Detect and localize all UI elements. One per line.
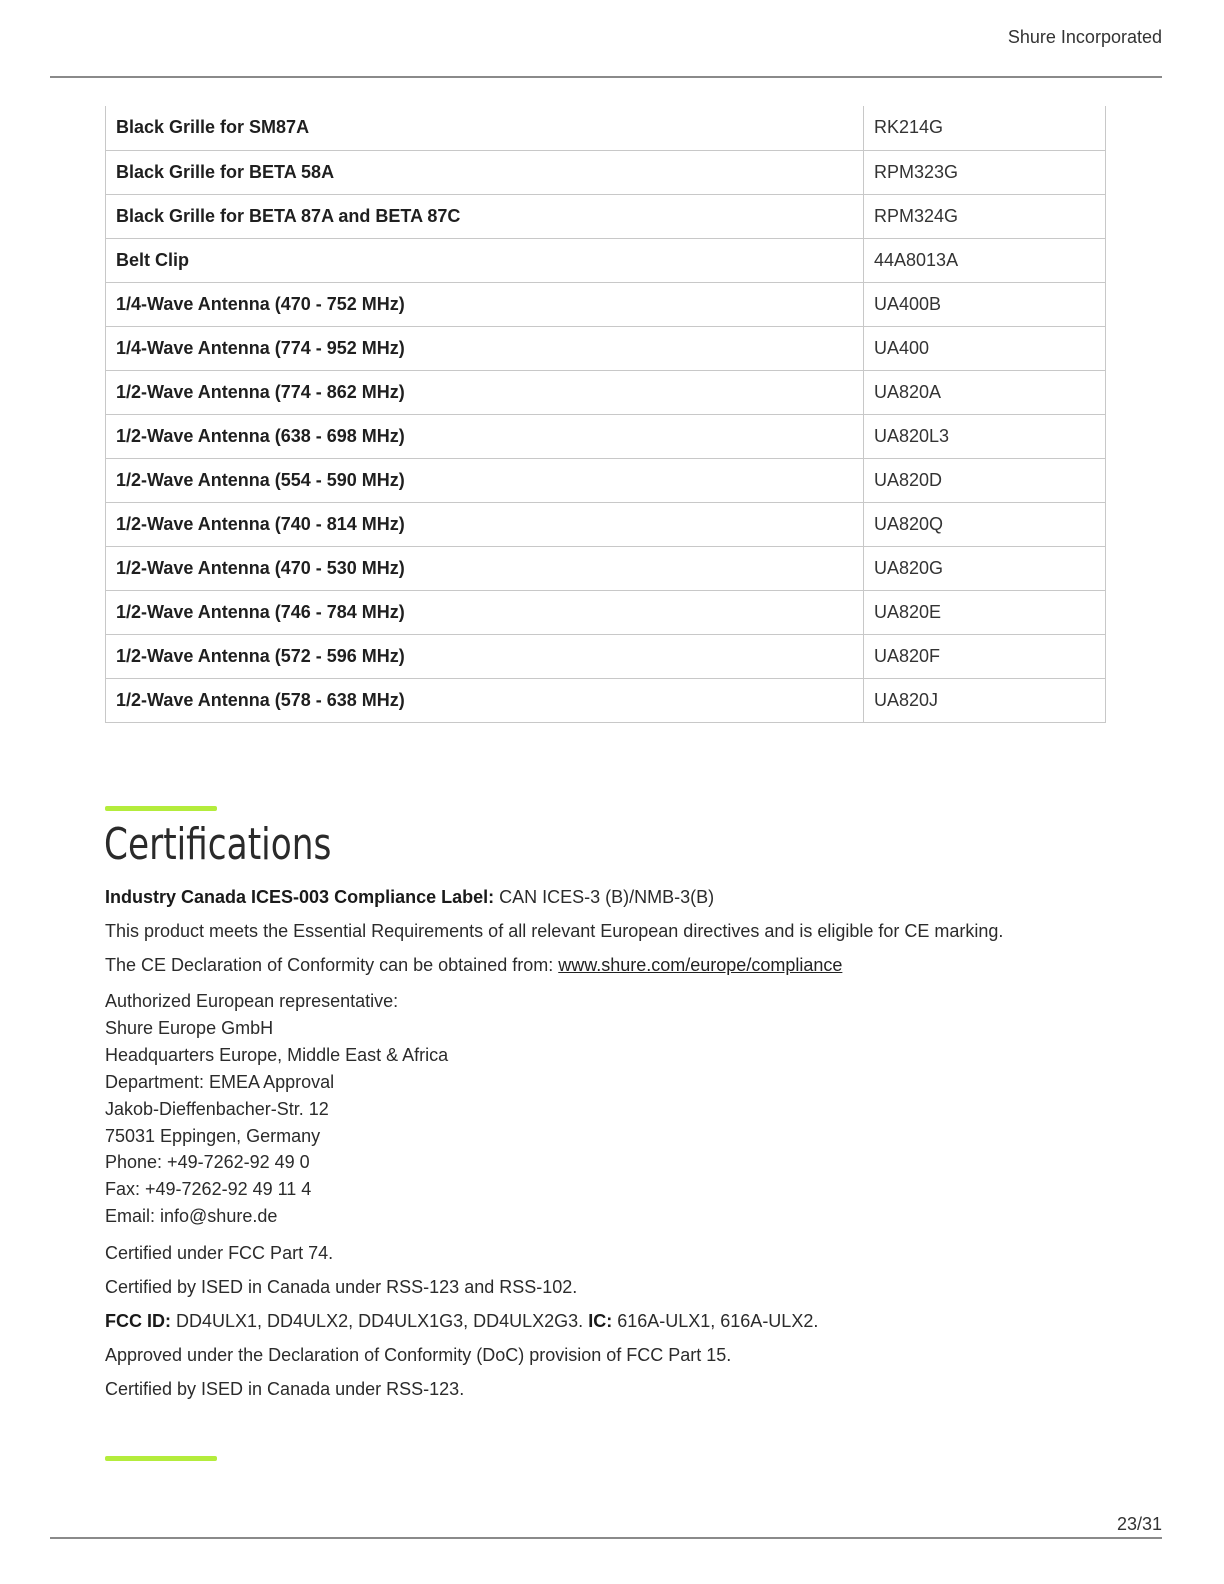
table-row (106, 502, 1106, 546)
fcc-id-value: DD4ULX1, DD4ULX2, DD4ULX1G3, DD4ULX2G3. (176, 1311, 584, 1332)
part-code: UA820J (864, 678, 1106, 722)
address-line: Fax: +49-7262-92 49 11 4 (105, 1179, 312, 1200)
ised-rss123-statement: Certified by ISED in Canada under RSS-123. (105, 1379, 465, 1400)
part-name: Black Grille for BETA 87A and BETA 87C (106, 194, 864, 238)
part-name: 1/4-Wave Antenna (470 - 752 MHz) (106, 282, 864, 326)
table-row (106, 238, 1106, 282)
ce-declaration-line (105, 954, 1155, 976)
table-row (106, 634, 1106, 678)
footer-divider (50, 1537, 1162, 1539)
table-row (106, 370, 1106, 414)
table-row (106, 590, 1106, 634)
doc-part15-statement: Approved under the Declaration of Conformity (DoC) provision of FCC Part 15. (105, 1345, 732, 1366)
table-row (106, 106, 1106, 150)
ices-value: CAN ICES-3 (B)/NMB-3(B) (499, 887, 715, 907)
address-line: Email: info@shure.de (105, 1206, 278, 1227)
fcc-part74-statement: Certified under FCC Part 74. (105, 1243, 334, 1264)
table-row (106, 194, 1106, 238)
address-line: Authorized European representative: (105, 991, 399, 1011)
part-code: UA820E (864, 590, 1106, 634)
table-row (106, 678, 1106, 722)
part-name: 1/2-Wave Antenna (554 - 590 MHz) (106, 458, 864, 502)
part-code: UA820D (864, 458, 1106, 502)
certifications-heading: Certifications (104, 819, 332, 870)
ce-statement: This product meets the Essential Requirements of all relevant European directives and is eligible for CE marking. (105, 921, 1004, 941)
ices-label: Industry Canada ICES-003 Compliance Label: (105, 887, 495, 907)
address-line: Shure Europe GmbH (105, 1017, 274, 1038)
table-row (106, 414, 1106, 458)
part-name: 1/2-Wave Antenna (638 - 698 MHz) (106, 414, 864, 458)
replacement-parts-table (105, 106, 1106, 723)
part-name: 1/4-Wave Antenna (774 - 952 MHz) (106, 326, 864, 370)
ices-compliance-line (105, 886, 1155, 908)
address-line: 75031 Eppingen, Germany (105, 1125, 321, 1146)
part-code: RK214G (864, 106, 1106, 150)
section-accent-bar (105, 806, 217, 811)
page-number: 23/31 (1116, 1514, 1162, 1534)
header-company-name: Shure Incorporated (1007, 27, 1162, 47)
part-code: UA820F (864, 634, 1106, 678)
part-code: UA400 (864, 326, 1106, 370)
part-name: 1/2-Wave Antenna (470 - 530 MHz) (106, 546, 864, 590)
part-name: 1/2-Wave Antenna (746 - 784 MHz) (106, 590, 864, 634)
authorized-representative-address (105, 988, 1155, 1230)
fcc-ic-id-line (105, 1310, 1155, 1332)
part-name: Black Grille for BETA 58A (106, 150, 864, 194)
part-code: 44A8013A (864, 238, 1106, 282)
ic-label: IC: (588, 1311, 613, 1332)
part-name: 1/2-Wave Antenna (740 - 814 MHz) (106, 502, 864, 546)
address-line: Department: EMEA Approval (105, 1071, 335, 1092)
ce-compliance-link[interactable]: www.shure.com/europe/compliance (558, 955, 843, 975)
header-divider (50, 76, 1162, 78)
table-row (106, 458, 1106, 502)
part-code: UA400B (864, 282, 1106, 326)
ce-declaration-text: The CE Declaration of Conformity can be obtained from: (105, 955, 554, 975)
part-name: Black Grille for SM87A (106, 106, 864, 150)
part-name: 1/2-Wave Antenna (578 - 638 MHz) (106, 678, 864, 722)
address-line: Headquarters Europe, Middle East & Africa (105, 1044, 449, 1065)
address-line: Phone: +49-7262-92 49 0 (105, 1152, 310, 1173)
part-code: UA820G (864, 546, 1106, 590)
address-line: Jakob-Dieffenbacher-Str. 12 (105, 1098, 329, 1119)
certifications-content (105, 886, 1155, 1412)
ised-rss123-102-statement: Certified by ISED in Canada under RSS-123 and RSS-102. (105, 1277, 578, 1298)
table-row (106, 326, 1106, 370)
table-row (106, 546, 1106, 590)
ic-value: 616A-ULX1, 616A-ULX2. (617, 1311, 819, 1332)
table-row (106, 282, 1106, 326)
part-code: UA820A (864, 370, 1106, 414)
section-accent-bar (105, 1456, 217, 1461)
part-code: RPM323G (864, 150, 1106, 194)
table-row (106, 150, 1106, 194)
fcc-id-label: FCC ID: (105, 1311, 171, 1332)
part-code: UA820Q (864, 502, 1106, 546)
part-code: RPM324G (864, 194, 1106, 238)
part-name: 1/2-Wave Antenna (774 - 862 MHz) (106, 370, 864, 414)
part-code: UA820L3 (864, 414, 1106, 458)
part-name: 1/2-Wave Antenna (572 - 596 MHz) (106, 634, 864, 678)
part-name: Belt Clip (106, 238, 864, 282)
